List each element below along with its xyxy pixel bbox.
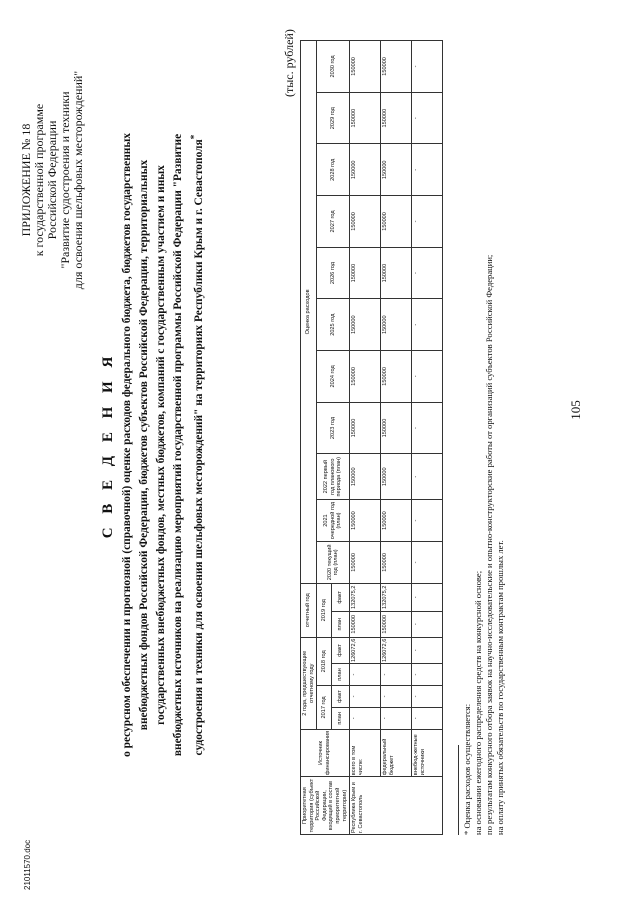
appendix-block <box>20 0 85 360</box>
title-line: государственных внебюджетных фондов, местных бюджетов, компаний с государственным участием и иных <box>155 165 167 725</box>
page-number: 105 <box>568 400 583 420</box>
value-cell: 150000 <box>381 402 412 454</box>
value-cell: - <box>412 402 443 454</box>
value-cell: - <box>412 707 443 729</box>
value-cell: - <box>412 500 443 542</box>
table-body <box>350 41 443 835</box>
appendix-line: к государственной программе <box>32 103 46 257</box>
value-cell: 150000 <box>350 299 381 351</box>
appendix-line: "Развитие судостроения и техники <box>58 91 72 269</box>
header-2029: 2029 год <box>317 92 350 144</box>
header-2021: 2021 очередной год (план) <box>317 500 350 542</box>
value-cell: 132075,2 <box>350 583 381 611</box>
value-cell: - <box>381 685 412 707</box>
footnotes <box>462 155 506 835</box>
header-2026: 2026 год <box>317 247 350 299</box>
footnote-line: на основании ежегодного распределения средств на конкурсной основе; <box>473 570 483 835</box>
value-cell: 150000 <box>350 144 381 196</box>
header-2022: 2022 первый год планового периода (план) <box>317 454 350 500</box>
document-title <box>100 95 208 795</box>
value-cell: - <box>412 611 443 637</box>
header-2020: 2020 текущий год (план) <box>317 541 350 583</box>
units-label: (тыс. рублей) <box>282 29 296 97</box>
value-cell: - <box>412 299 443 351</box>
header-reporting-year: отчетный год <box>301 583 317 637</box>
title-line-text: судостроения и техники для освоения шельфовых месторождений" на территориях Республики Крым и г. Севастополя <box>192 139 205 756</box>
value-cell: 150000 <box>350 541 381 583</box>
value-cell: - <box>381 707 412 729</box>
value-cell: - <box>412 685 443 707</box>
source-cell: федеральный бюджет <box>381 729 412 776</box>
value-cell: 150000 <box>350 196 381 248</box>
value-cell: 150000 <box>381 144 412 196</box>
value-cell: - <box>381 664 412 686</box>
value-cell: - <box>412 454 443 500</box>
value-cell: 150000 <box>350 41 381 93</box>
header-2019: 2019 год <box>317 583 332 637</box>
value-cell: - <box>412 664 443 686</box>
header-plan: план <box>331 707 349 729</box>
header-fact: факт <box>331 583 349 611</box>
header-2018: 2018 год <box>317 637 332 685</box>
header-two-years: 2 года, предшествующие отчетному году <box>301 637 317 729</box>
value-cell: - <box>412 541 443 583</box>
value-cell: 150000 <box>350 500 381 542</box>
value-cell: 150000 <box>381 351 412 403</box>
budget-table <box>300 40 443 835</box>
value-cell: 132075,2 <box>381 583 412 611</box>
value-cell: 150000 <box>350 402 381 454</box>
value-cell: 150000 <box>381 247 412 299</box>
appendix-line: ПРИЛОЖЕНИЕ № 18 <box>19 123 33 237</box>
value-cell: 150000 <box>381 500 412 542</box>
header-2024: 2024 год <box>317 351 350 403</box>
header-2025: 2025 год <box>317 299 350 351</box>
value-cell: 150000 <box>350 247 381 299</box>
header-fact: факт <box>331 685 349 707</box>
source-cell: внебюд-жетные источники <box>412 729 443 776</box>
title-main: С В Е Д Е Н И Я <box>100 351 116 539</box>
notes-divider <box>458 745 459 835</box>
footnote-line: на оплату принятых обязательств по государственным контрактам прошлых лет. <box>495 540 505 835</box>
header-2030: 2030 год <box>317 41 350 93</box>
header-2028: 2028 год <box>317 144 350 196</box>
territory-cell: Республика Крым и г. Севастополь <box>350 777 443 835</box>
table-row <box>381 41 412 835</box>
value-cell: 150000 <box>350 454 381 500</box>
appendix-line: Российской Федерации <box>45 120 59 240</box>
value-cell: 126072,6 <box>381 637 412 663</box>
value-cell: - <box>350 685 381 707</box>
value-cell: 150000 <box>350 92 381 144</box>
title-asterisk: * <box>190 134 200 140</box>
value-cell: 150000 <box>381 541 412 583</box>
source-cell: всего в том числе: <box>350 729 381 776</box>
header-plan: план <box>331 611 349 637</box>
value-cell: - <box>412 196 443 248</box>
value-cell: - <box>412 247 443 299</box>
title-line: о ресурсном обеспечении и прогнозной (справочной) оценке расходов федерального бюджета, бюджетов государственных <box>121 133 133 757</box>
value-cell: - <box>412 351 443 403</box>
appendix-line: для освоения шельфовых месторождений" <box>71 70 85 290</box>
header-fact: факт <box>331 637 349 663</box>
table-row <box>350 41 381 835</box>
title-line: внебюджетных фондов Российской Федерации, бюджетов субъектов Российской Федерации, территориальных <box>138 159 150 731</box>
header-estimate: Оценка расходов <box>301 41 317 584</box>
document-code: 21011570.doc <box>23 839 32 890</box>
value-cell: - <box>412 144 443 196</box>
footnote-line: по результатам конкурсного отбора заявок на научно-исследовательские и опытно-конструкторские работы от организаций субъектов Российской Федерации; <box>484 254 494 835</box>
footnote-line: * Оценка расходов осуществляется: <box>462 703 472 835</box>
value-cell: 150000 <box>381 196 412 248</box>
value-cell: 150000 <box>350 611 381 637</box>
header-territory: Приоритетная территория (субъект Российской Федерации, входящий в состав приоритетной территории) <box>301 777 350 835</box>
value-cell: 150000 <box>381 299 412 351</box>
header-source: Источник финансирования <box>301 729 350 776</box>
value-cell: 150000 <box>381 611 412 637</box>
value-cell: - <box>412 637 443 663</box>
value-cell: - <box>412 92 443 144</box>
header-plan: план <box>331 664 349 686</box>
header-2017: 2017 год <box>317 685 332 729</box>
value-cell: 150000 <box>381 454 412 500</box>
value-cell: - <box>412 41 443 93</box>
value-cell: 150000 <box>381 41 412 93</box>
value-cell: 150000 <box>350 351 381 403</box>
header-2023: 2023 год <box>317 402 350 454</box>
header-2027: 2027 год <box>317 196 350 248</box>
table-row <box>412 41 443 835</box>
value-cell: - <box>412 583 443 611</box>
title-line: внебюджетных источников на реализацию мероприятий государственной программы Российской Федерации "Развитие <box>172 133 184 757</box>
value-cell: 150000 <box>381 92 412 144</box>
value-cell: - <box>350 664 381 686</box>
value-cell: 126072,6 <box>350 637 381 663</box>
title-line <box>187 95 208 795</box>
value-cell: - <box>350 707 381 729</box>
